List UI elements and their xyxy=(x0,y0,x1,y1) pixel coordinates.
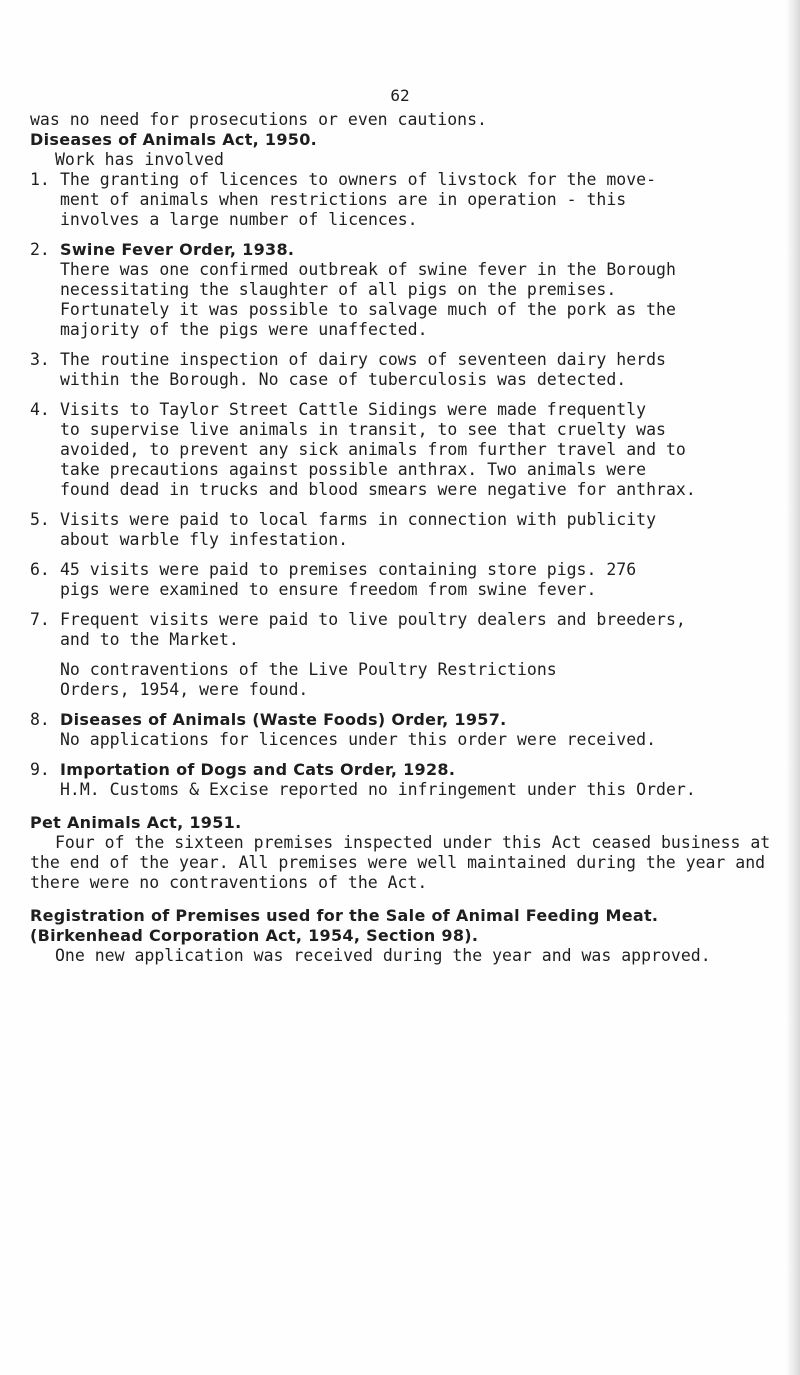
item-text-line: The routine inspection of dairy cows of seventeen dairy herds xyxy=(60,350,666,369)
list-item-2 xyxy=(30,240,775,340)
item-text-line: Frequent visits were paid to live poultry dealers and breeders, xyxy=(60,610,686,629)
item-text-line: The granting of licences to owners of livstock for the move- xyxy=(60,170,657,189)
item-text-line: Visits were paid to local farms in connection with publicity xyxy=(60,510,657,529)
item-text-line: Orders, 1954, were found. xyxy=(60,680,309,699)
item-number: 7. xyxy=(30,610,50,629)
item-number: 9. xyxy=(30,760,50,779)
item-text-line: found dead in trucks and blood smears were negative for anthrax. xyxy=(60,480,696,499)
list-item-7 xyxy=(30,610,775,700)
swine-fever-heading: Swine Fever Order, 1938. xyxy=(60,240,295,259)
item-text-line: pigs were examined to ensure freedom from swine fever. xyxy=(60,580,597,599)
list-item-5 xyxy=(30,510,775,550)
item-text-line: ment of animals when restrictions are in operation - this xyxy=(60,190,627,209)
item-text-line: No applications for licences under this order were received. xyxy=(60,730,657,749)
dogs-cats-heading: Importation of Dogs and Cats Order, 1928. xyxy=(60,760,456,779)
list-item-1 xyxy=(30,170,775,230)
diseases-act-heading: Diseases of Animals Act, 1950. xyxy=(30,130,318,149)
item-number: 8. xyxy=(30,710,50,729)
item-text-line: take precautions against possible anthrax. Two animals were xyxy=(60,460,647,479)
item-text-line: There was one confirmed outbreak of swine fever in the Borough xyxy=(60,260,676,279)
pet-animals-paragraph: Four of the sixteen premises inspected under this Act ceased business at the end of the year. All premises were well maintained during the year and there were no contraventions of the Act. xyxy=(30,833,771,892)
list-item-3 xyxy=(30,350,775,390)
item-text-line: about warble fly infestation. xyxy=(60,530,349,549)
registration-heading-line1: Registration of Premises used for the Sale of Animal Feeding Meat. xyxy=(30,906,659,925)
item-text-line: Visits to Taylor Street Cattle Sidings were made frequently xyxy=(60,400,647,419)
list-item-9 xyxy=(30,760,775,800)
pet-animals-heading: Pet Animals Act, 1951. xyxy=(30,813,242,832)
item-text-line: H.M. Customs & Excise reported no infringement under this Order. xyxy=(60,780,696,799)
item-text-line: No contraventions of the Live Poultry Restrictions xyxy=(60,660,557,679)
item-text-line: Fortunately it was possible to salvage much of the pork as the xyxy=(60,300,676,319)
intro-line: was no need for prosecutions or even cautions. xyxy=(30,110,487,129)
item-number: 6. xyxy=(30,560,50,579)
item-text-line: avoided, to prevent any sick animals from further travel and to xyxy=(60,440,686,459)
item-text-line: necessitating the slaughter of all pigs on the premises. xyxy=(60,280,617,299)
item-text-line: within the Borough. No case of tuberculosis was detected. xyxy=(60,370,627,389)
registration-paragraph: One new application was received during the year and was approved. xyxy=(55,946,711,965)
work-intro: Work has involved xyxy=(55,150,224,169)
item-text-line: to supervise live animals in transit, to see that cruelty was xyxy=(60,420,666,439)
list-item-4 xyxy=(30,400,775,500)
item-number: 3. xyxy=(30,350,50,369)
list-item-6 xyxy=(30,560,775,600)
page-number: 62 xyxy=(390,86,410,105)
item-number: 5. xyxy=(30,510,50,529)
item-number: 4. xyxy=(30,400,50,419)
item-number: 1. xyxy=(30,170,50,189)
item-text-line: and to the Market. xyxy=(60,630,239,649)
item-number: 2. xyxy=(30,240,50,259)
item-text-line: involves a large number of licences. xyxy=(60,210,418,229)
waste-foods-heading: Diseases of Animals (Waste Foods) Order, 1957. xyxy=(60,710,507,729)
item-text-line: majority of the pigs were unaffected. xyxy=(60,320,428,339)
item-text-line: 45 visits were paid to premises containing store pigs. 276 xyxy=(60,560,637,579)
list-item-8 xyxy=(30,710,775,750)
registration-heading-line2: (Birkenhead Corporation Act, 1954, Section 98). xyxy=(30,926,479,945)
scan-edge-shadow xyxy=(786,0,800,1375)
document-body xyxy=(30,110,775,966)
